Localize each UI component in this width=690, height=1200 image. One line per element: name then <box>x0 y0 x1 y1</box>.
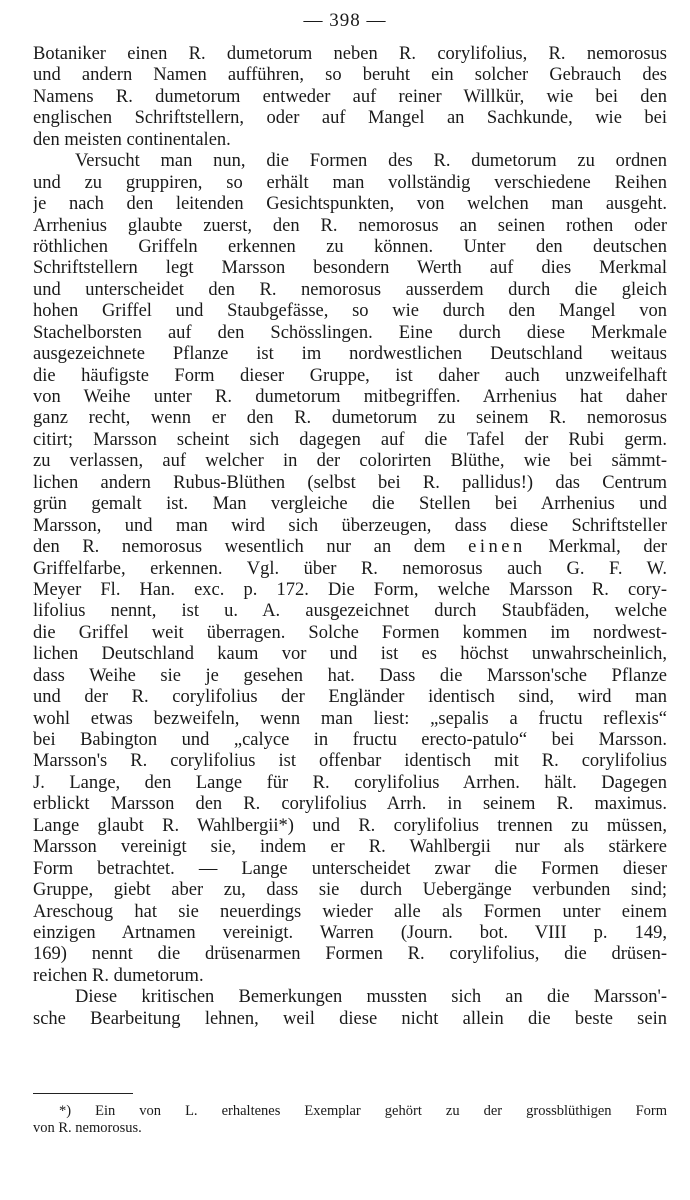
text-line: Marsson, und man wird sich überzeugen, dass diese Schriftsteller <box>33 515 667 536</box>
text-line: Gruppe, giebt aber zu, dass sie durch Uebergänge verbunden sind; <box>33 880 667 901</box>
spaced-emphasis: einen <box>468 537 526 558</box>
text-line: und unterscheidet den R. nemorosus ausserdem durch die gleich <box>33 279 667 300</box>
text-line: Form betrachtet. — Lange unterscheidet zwar die Formen dieser <box>33 858 667 879</box>
text-line-with-spaced-word <box>33 537 667 558</box>
text-line: Stachelborsten auf den Schösslingen. Eine durch diese Merkmale <box>33 322 667 343</box>
text-line: dass Weihe sie je gesehen hat. Dass die Marsson'sche Pflanze <box>33 665 667 686</box>
text-line: Versucht man nun, die Formen des R. dumetorum zu ordnen <box>75 151 667 172</box>
text-line: bei Babington und „calyce in fructu erecto-patulo“ bei Marsson. <box>33 730 667 750</box>
page-number: — 398 — <box>303 10 387 31</box>
text-line: sche Bearbeitung lehnen, weil diese nicht allein die beste sein <box>33 1008 667 1029</box>
text-line: grün gemalt ist. Man vergleiche die Stellen bei Arrhenius und <box>33 494 667 515</box>
main-text <box>33 44 667 1030</box>
text-line: citirt; Marsson scheint sich dagegen auf die Tafel der Rubi germ. <box>33 429 667 450</box>
footnote-line: von R. nemorosus. <box>33 1120 142 1136</box>
text-line: Marsson's R. corylifolius ist offenbar identisch mit R. corylifolius <box>33 751 667 772</box>
text-line: und andern Namen aufführen, so beruht ein solcher Gebrauch des <box>33 65 667 86</box>
text-line: Schriftstellern legt Marsson besondern Werth auf dies Merkmal <box>33 258 667 279</box>
text-segment: Merkmal, der <box>548 537 667 558</box>
text-line: ausgezeichnete Pflanze ist im nordwestlichen Deutschland weitaus <box>33 344 667 365</box>
text-line: Meyer Fl. Han. exc. p. 172. Die Form, welche Marsson R. cory- <box>33 579 667 600</box>
text-line: Lange glaubt R. Wahlbergii*) und R. corylifolius trennen zu müssen, <box>33 815 667 836</box>
text-line: Botaniker einen R. dumetorum neben R. corylifolius, R. nemorosus <box>33 44 667 64</box>
text-line: lichen Deutschland kaum vor und ist es höchst unwahrscheinlich, <box>33 644 667 665</box>
text-line: Areschoug hat sie neuerdings wieder alle als Formen unter einem <box>33 901 667 922</box>
text-line: J. Lange, den Lange für R. corylifolius Arrhen. hält. Dagegen <box>33 772 667 793</box>
text-line: hohen Griffel und Staubgefässe, so wie durch den Mangel von <box>33 301 667 322</box>
text-line: englischen Schriftstellern, oder auf Mangel an Sachkunde, wie bei <box>33 108 667 129</box>
footnote-line: *) Ein von L. erhaltenes Exemplar gehört zu der grossblüthigen Form <box>59 1103 667 1119</box>
text-line: von Weihe unter R. dumetorum mitbegriffen. Arrhenius hat daher <box>33 387 667 407</box>
text-line: röthlichen Griffeln erkennen zu können. Unter den deutschen <box>33 236 667 257</box>
text-line: je nach den leitenden Gesichtspunkten, von welchen man ausgeht. <box>33 194 667 215</box>
text-line: ganz recht, wenn er den R. dumetorum zu seinem R. nemorosus <box>33 408 667 429</box>
text-line: zu verlassen, auf welcher in der colorirten Blüthe, wie bei sämmt- <box>33 451 667 472</box>
text-line: reichen R. dumetorum. <box>33 965 204 986</box>
text-line: die Griffel weit überragen. Solche Formen kommen im nordwest- <box>33 622 667 643</box>
text-line: und der R. corylifolius der Engländer identisch sind, wird man <box>33 687 667 708</box>
text-line: erblickt Marsson den R. corylifolius Arrh. in seinem R. maximus. <box>33 794 667 815</box>
text-segment: den R. nemorosus wesentlich nur an dem <box>33 537 446 558</box>
footnote <box>33 1103 667 1137</box>
text-line: und zu gruppiren, so erhält man vollständig verschiedene Reihen <box>33 172 667 193</box>
text-line: Namens R. dumetorum entweder auf reiner Willkür, wie bei den <box>33 86 667 107</box>
text-line: 169) nennt die drüsenarmen Formen R. corylifolius, die drüsen- <box>33 944 667 965</box>
footnote-divider <box>33 1093 133 1094</box>
text-line: Griffelfarbe, erkennen. Vgl. über R. nemorosus auch G. F. W. <box>33 558 667 579</box>
text-line: lichen andern Rubus-Blüthen (selbst bei R. pallidus!) das Centrum <box>33 472 667 493</box>
text-line: den meisten continentalen. <box>33 129 231 150</box>
text-line: Arrhenius glaubte zuerst, den R. nemorosus an seinen rothen oder <box>33 215 667 236</box>
text-line: die häufigste Form dieser Gruppe, ist daher auch unzweifelhaft <box>33 365 667 386</box>
text-line: lifolius nennt, ist u. A. ausgezeichnet durch Staubfäden, welche <box>33 601 667 622</box>
text-line: wohl etwas bezweifeln, wenn man liest: „sepalis a fructu reflexis“ <box>33 708 667 729</box>
text-line: Marsson vereinigt sie, indem er R. Wahlbergii nur als stärkere <box>33 837 667 858</box>
text-line: einzigen Artnamen vereinigt. Warren (Journ. bot. VIII p. 149, <box>33 922 667 943</box>
text-line: Diese kritischen Bemerkungen mussten sich an die Marsson'- <box>75 987 667 1008</box>
